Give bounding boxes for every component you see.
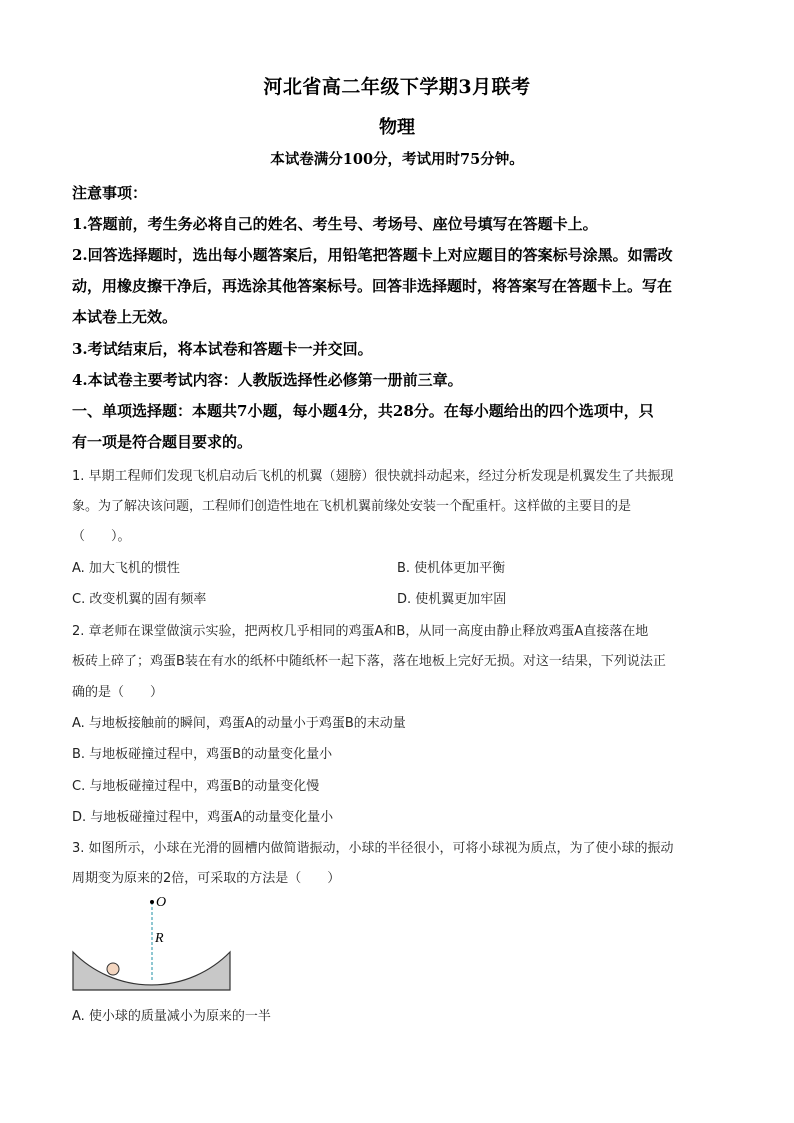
exam-title: 河北省高二年级下学期3月联考 [263, 76, 531, 98]
circular-trough-figure [70, 890, 240, 995]
q3-stem-line-2: 周期变为原来的2倍，可采取的方法是（ ） [72, 871, 341, 886]
note-line-2a: 2.回答选择题时，选出每小题答案后，用铅笔把答题卡上对应题目的答案标号涂黑。如需改 [72, 246, 673, 264]
q1-option-a: A. 加大飞机的惯性 [72, 561, 180, 576]
q2-stem-line-3: 确的是（ ） [72, 685, 164, 700]
note-line-2c: 本试卷上无效。 [72, 308, 178, 326]
q2-stem-line-1: 2. 章老师在课堂做演示实验，把两枚几乎相同的鸡蛋A和B，从同一高度由静止释放鸡蛋A直接落在地 [72, 624, 649, 639]
q2-option-d: D. 与地板碰撞过程中，鸡蛋A的动量变化量小 [72, 810, 334, 825]
q2-option-c: C. 与地板碰撞过程中，鸡蛋B的动量变化慢 [72, 779, 320, 794]
q1-stem-line-3: （ ）。 [72, 529, 131, 544]
q3-option-a: A. 使小球的质量减小为原来的一半 [72, 1009, 271, 1024]
q3-stem-line-1: 3. 如图所示，小球在光滑的圆槽内做简谐振动，小球的半径很小，可将小球视为质点，为了使小球的振动 [72, 841, 674, 856]
q1-option-c: C. 改变机翼的固有频率 [72, 592, 207, 607]
subject-title: 物理 [379, 117, 415, 138]
q1-option-d: D. 使机翼更加牢固 [397, 592, 507, 607]
pivot-point-o [150, 900, 154, 904]
q1-stem-line-2: 象。为了解决该问题，工程师们创造性地在飞机机翼前缘处安装一个配重杆。这样做的主要目的是 [72, 499, 632, 514]
q2-stem-line-2: 板砖上碎了；鸡蛋B装在有水的纸杯中随纸杯一起下落，落在地板上完好无损。对这一结果，下列说法正 [72, 654, 666, 669]
q1-option-b: B. 使机体更加平衡 [397, 561, 506, 576]
label-o: O [156, 895, 167, 910]
notes-heading: 注意事项： [72, 184, 148, 202]
section-heading-line-1: 一、单项选择题：本题共7小题，每小题4分，共28分。在每小题给出的四个选项中，只 [72, 402, 654, 420]
label-r: R [155, 931, 164, 946]
section-heading-line-2: 有一项是符合题目要求的。 [72, 433, 253, 451]
q1-stem-line-1: 1. 早期工程师们发现飞机启动后飞机的机翼（翅膀）很快就抖动起来，经过分析发现是机翼发生了共振现 [72, 469, 674, 484]
ball [107, 963, 119, 975]
q2-option-a: A. 与地板接触前的瞬间，鸡蛋A的动量小于鸡蛋B的末动量 [72, 716, 406, 731]
note-line-3: 3.考试结束后，将本试卷和答题卡一并交回。 [72, 340, 373, 358]
note-line-1: 1.答题前，考生务必将自己的姓名、考生号、考场号、座位号填写在答题卡上。 [72, 215, 598, 233]
score-note: 本试卷满分100分，考试用时75分钟。 [270, 151, 524, 168]
note-line-2b: 动，用橡皮擦干净后，再选涂其他答案标号。回答非选择题时，将答案写在答题卡上。写在 [72, 277, 673, 295]
note-line-4: 4.本试卷主要考试内容：人教版选择性必修第一册前三章。 [72, 371, 463, 389]
q2-option-b: B. 与地板碰撞过程中，鸡蛋B的动量变化量小 [72, 747, 333, 762]
